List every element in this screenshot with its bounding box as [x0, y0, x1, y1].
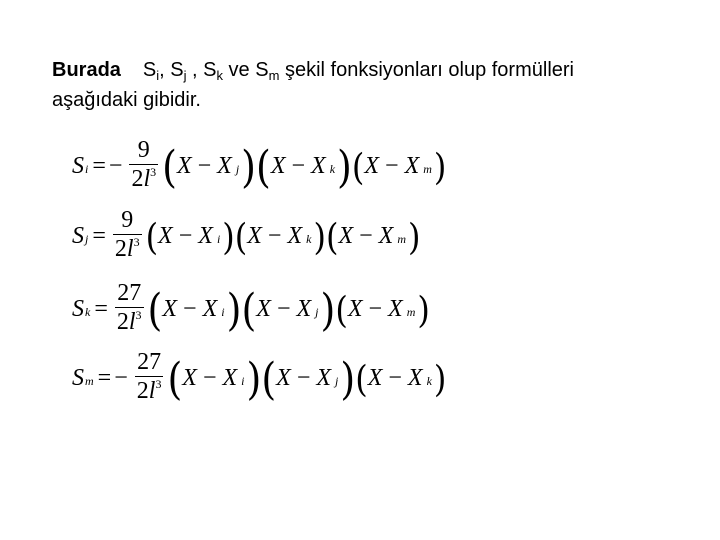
factor-node: X: [378, 223, 394, 249]
factor-minus: −: [385, 153, 399, 179]
denominator-coeff: 2: [114, 236, 127, 262]
factor-minus: −: [276, 296, 291, 322]
intro-line-1: [52, 55, 692, 85]
fraction-numerator: 27: [117, 280, 142, 306]
open-paren: (: [335, 287, 348, 332]
intro-tail: şekil fonksiyonları olup formülleri: [279, 59, 574, 81]
open-paren: (: [256, 141, 271, 192]
factor: [147, 284, 242, 335]
factor-var: X: [176, 153, 192, 179]
factor-minus: −: [202, 365, 217, 391]
factor-minus: −: [267, 223, 282, 249]
fraction-denominator: [135, 376, 164, 403]
close-paren: ): [337, 141, 352, 192]
factor-term: X − X k: [270, 153, 336, 179]
fraction-numerator: 9: [137, 137, 150, 163]
factor-node: X: [198, 223, 213, 249]
denominator-exponent: 3: [135, 308, 142, 322]
factor-var: X: [158, 223, 173, 249]
factor-var: X: [276, 365, 291, 391]
open-paren: (: [261, 353, 277, 404]
factor-node: X: [316, 365, 332, 391]
factor-var: X: [270, 153, 286, 179]
factor-term: X − X k: [367, 365, 432, 391]
factor-minus: −: [291, 153, 306, 179]
factor-node: X: [287, 223, 303, 249]
denominator-exponent: 3: [133, 235, 140, 249]
lhs-symbol: S: [72, 365, 84, 391]
factor-node: X: [311, 153, 326, 179]
factor-var: X: [247, 223, 262, 249]
denominator-coeff: 2: [116, 309, 129, 335]
coefficient-fraction: [113, 208, 142, 261]
coefficient-fraction: [115, 281, 144, 334]
close-paren: ): [246, 353, 262, 404]
close-paren: ): [313, 214, 326, 259]
open-paren: (: [234, 214, 248, 259]
factor: [351, 144, 447, 189]
equals-sign: =: [94, 296, 108, 322]
intro-symbol: $S_i$: [142, 59, 160, 83]
open-paren: (: [355, 356, 368, 401]
denominator-coeff: 2: [131, 166, 144, 192]
factor-term: X − X j: [276, 365, 339, 391]
intro-symbol: , $S_j$: [159, 59, 187, 83]
fraction-denominator: [115, 307, 144, 334]
lhs-symbol: S: [72, 153, 84, 179]
close-paren: ): [320, 284, 336, 335]
factor: [234, 214, 326, 259]
fraction-numerator: 27: [137, 349, 162, 375]
fraction-denominator: [113, 234, 142, 261]
factor-node: X: [217, 153, 232, 179]
factor-term: X − X m: [347, 296, 416, 322]
formula-i: [72, 137, 447, 193]
close-paren: ): [433, 356, 447, 401]
factor-term: X − X m: [364, 153, 432, 179]
factor: [241, 284, 336, 335]
factor: [145, 214, 235, 259]
fraction-denominator: [129, 164, 158, 191]
factor-minus: −: [296, 365, 311, 391]
minus-sign: −: [108, 153, 123, 179]
open-paren: (: [241, 284, 257, 335]
factor-node: X: [404, 153, 420, 179]
formula-m: [72, 349, 447, 405]
intro-symbol-list: [143, 59, 280, 81]
equals-sign: =: [97, 365, 112, 391]
coefficient-fraction: [129, 138, 158, 191]
factor-minus: −: [178, 223, 193, 249]
factor-minus: −: [183, 296, 197, 322]
lhs-symbol: S: [72, 296, 84, 322]
factor-minus: −: [388, 365, 402, 391]
factor-term: X − X j: [256, 296, 319, 322]
intro-line-2: aşağıdaki gibidir.: [52, 89, 201, 111]
factor-term: X − X k: [247, 223, 312, 249]
open-paren: (: [167, 353, 183, 404]
factor: [256, 141, 352, 192]
factor-node: X: [407, 365, 423, 391]
intro-symbol: , $S_k$: [186, 59, 223, 83]
formula-lhs: S m: [72, 365, 94, 391]
denominator-var: l: [148, 378, 156, 404]
factor-var: X: [347, 296, 363, 322]
close-paren: ): [433, 144, 447, 189]
factor-node: X: [222, 365, 238, 391]
factor-var: X: [162, 296, 178, 322]
factor-var: X: [364, 153, 380, 179]
formula-lhs: S k: [72, 296, 91, 322]
factor-node: X: [202, 296, 218, 322]
factor-term: X − X j: [176, 153, 240, 179]
factor-term: X − X i: [162, 296, 225, 322]
factor-term: X − X i: [182, 365, 245, 391]
lhs-symbol: S: [72, 223, 84, 249]
open-paren: (: [162, 141, 177, 192]
factor-term: X − X i: [158, 223, 221, 249]
factor-var: X: [256, 296, 271, 322]
factor: [261, 353, 356, 404]
factor: [335, 287, 430, 332]
intro-bold-word: Burada: [52, 59, 121, 81]
factor-var: X: [338, 223, 354, 249]
formula-j: [72, 207, 421, 263]
intro-symbol: ve $S_m$: [223, 59, 280, 83]
denominator-exponent: 3: [150, 165, 157, 179]
factor: [355, 356, 447, 401]
close-paren: ): [222, 214, 235, 259]
factor-minus: −: [359, 223, 373, 249]
factor-node: X: [296, 296, 312, 322]
open-paren: (: [325, 214, 339, 259]
denominator-var: l: [126, 236, 134, 262]
fraction-numerator: 9: [121, 207, 134, 233]
open-paren: (: [145, 214, 159, 259]
denominator-var: l: [128, 309, 136, 335]
formula-k: [72, 280, 430, 336]
denominator-coeff: 2: [136, 378, 149, 404]
factor: [167, 353, 262, 404]
close-paren: ): [340, 353, 356, 404]
factor: [162, 141, 256, 192]
open-paren: (: [351, 144, 365, 189]
formula-lhs: S i: [72, 153, 89, 179]
factor-minus: −: [368, 296, 383, 322]
factor: [325, 214, 421, 259]
factor-var: X: [182, 365, 197, 391]
open-paren: (: [147, 284, 163, 335]
factor-minus: −: [197, 153, 212, 179]
intro-text: [52, 55, 692, 115]
close-paren: ): [417, 287, 430, 332]
equals-sign: =: [92, 153, 106, 179]
factor-node: X: [388, 296, 403, 322]
close-paren: ): [226, 284, 242, 335]
close-paren: ): [408, 214, 421, 259]
coefficient-fraction: [135, 350, 164, 403]
formula-lhs: S j: [72, 223, 89, 249]
denominator-var: l: [143, 166, 151, 192]
equals-sign: =: [92, 223, 106, 249]
factor-var: X: [367, 365, 383, 391]
denominator-exponent: 3: [155, 377, 162, 391]
close-paren: ): [241, 141, 256, 192]
factor-term: X − X m: [338, 223, 406, 249]
minus-sign: −: [114, 365, 128, 391]
